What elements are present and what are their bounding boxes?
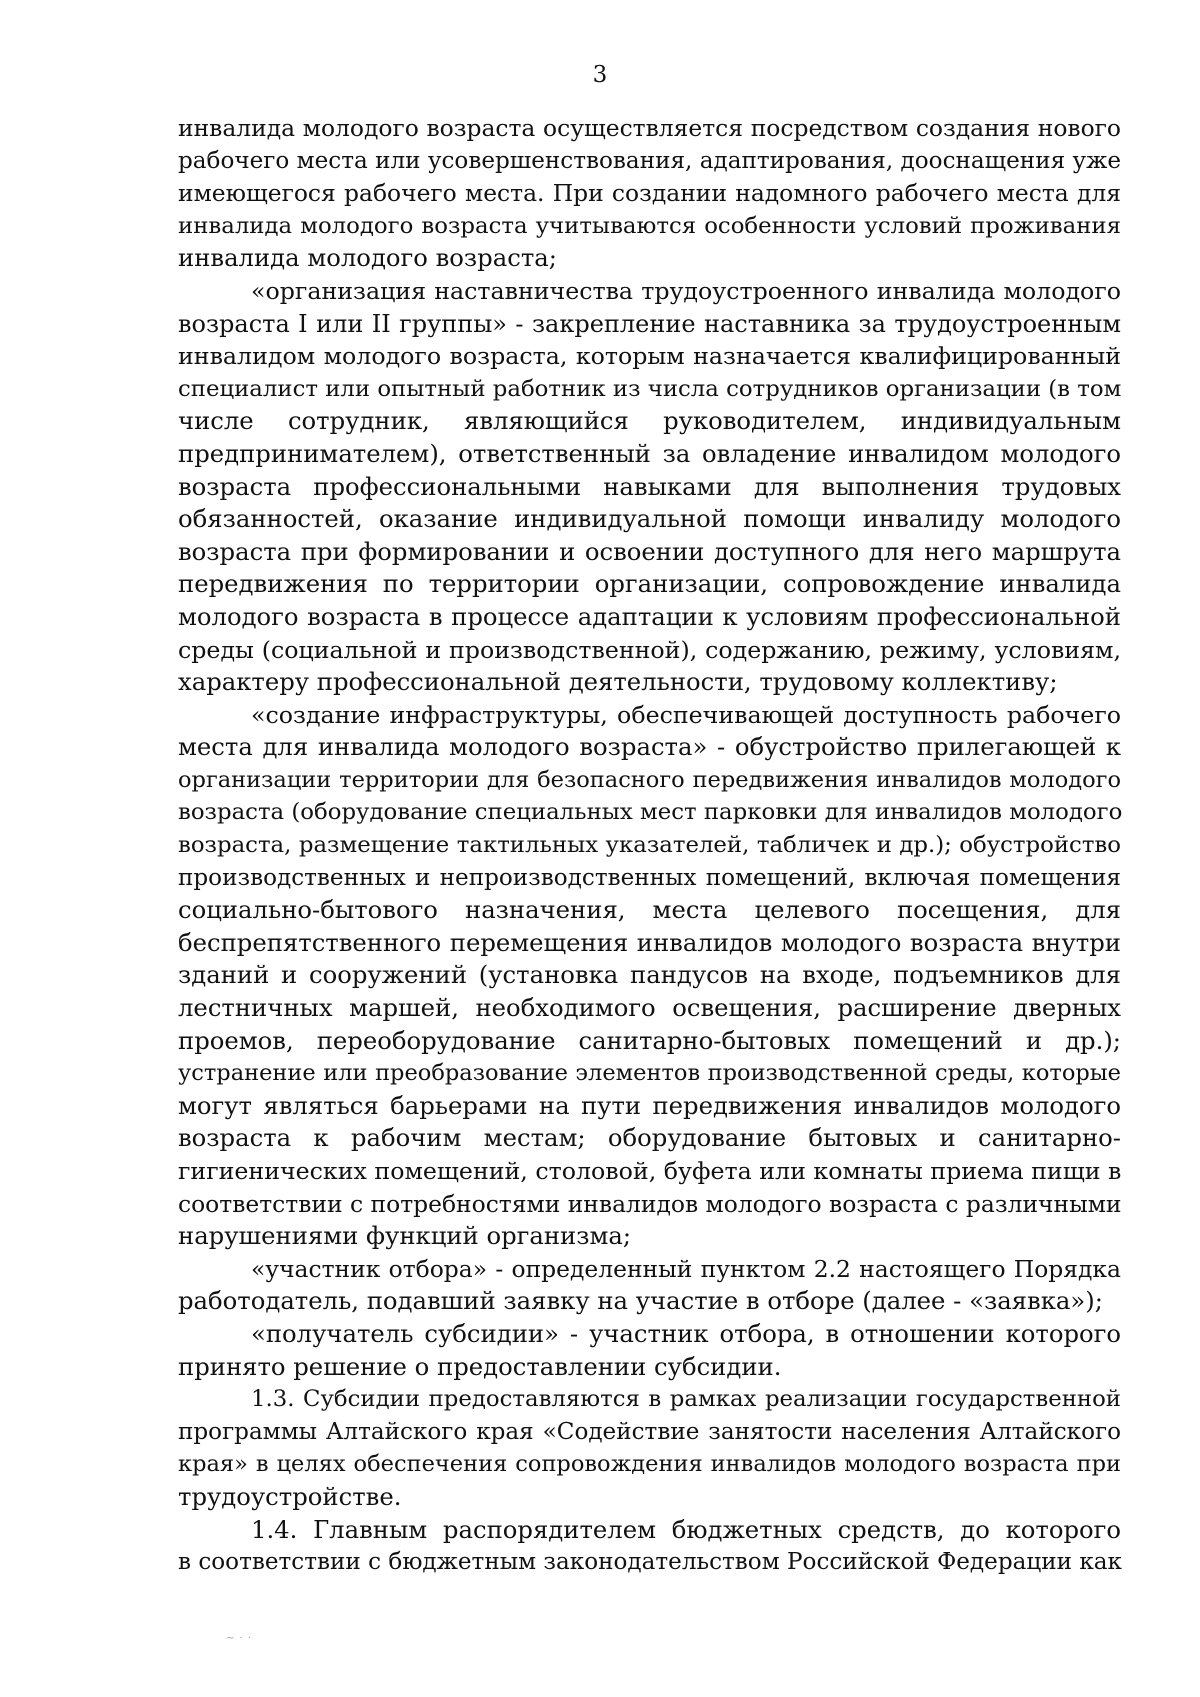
text-line: предпринимателем), ответственный за овладение инвалидом молодого [178, 438, 1121, 468]
text-line: возраста, размещение тактильных указателей, табличек и др.); обустройство [178, 832, 1121, 859]
text-line: числе сотрудник, являющийся руководителем, индивидуальным [178, 406, 1121, 436]
paragraph [178, 1253, 1121, 1318]
paragraph [178, 1318, 1121, 1383]
text-line: 1.3. Субсидии предоставляются в рамках реализации государственной [251, 1386, 1121, 1413]
text-line: зданий и сооружений (установка пандусов на входе, подъемников для [178, 960, 1121, 990]
text-line: возраста профессиональными навыками для выполнения трудовых [178, 471, 1121, 501]
text-line: имеющегося рабочего места. При создании надомного рабочего места для [178, 179, 1121, 208]
paragraph [178, 699, 1121, 1253]
paragraph [178, 275, 1121, 699]
text-line: специалист или опытный работник из числа сотрудников организации (в том [178, 375, 1122, 402]
text-line: инвалида молодого возраста осуществляется посредством создания нового [178, 114, 1121, 142]
text-line: молодого возраста в процессе адаптации к условиям профессиональной [178, 601, 1121, 631]
text-line: «организация наставничества трудоустроенного инвалида молодого [251, 276, 1121, 305]
text-line: возраста I или II группы» - закрепление наставника за трудоустроенным [178, 309, 1121, 338]
text-line: трудоустройстве. [178, 1481, 402, 1511]
text-line: возраста к рабочим местам; оборудование бытовых и санитарно- [178, 1123, 1121, 1153]
text-line: инвалида молодого возраста учитываются особенности условий проживания [178, 212, 1121, 239]
paragraph [178, 112, 1121, 275]
text-line: программы Алтайского края «Содействие занятости населения Алтайского [178, 1418, 1121, 1445]
text-line: обязанностей, оказание индивидуальной помощи инвалиду молодого [178, 504, 1121, 534]
text-line: «участник отбора» - определенный пунктом 2.2 настоящего Порядка [251, 1254, 1121, 1283]
text-line: производственных и непроизводственных помещений, включая помещения [178, 864, 1121, 891]
scan-artifact: ~ · · [226, 1636, 253, 1642]
paragraph [178, 1514, 1121, 1579]
paragraph [178, 1383, 1121, 1513]
text-line: 1.4. Главным распорядителем бюджетных средств, до которого [251, 1514, 1121, 1544]
text-line: «получатель субсидии» - участник отбора, в отношении которого [251, 1318, 1121, 1348]
text-line: организации территории для безопасного передвижения инвалидов молодого [178, 766, 1121, 793]
text-line: места для инвалида молодого возраста» - обустройство прилегающей к [178, 732, 1121, 762]
text-line: передвижения по территории организации, сопровождение инвалида [178, 569, 1121, 599]
text-line: среды (социальной и производственной), содержанию, режиму, условиям, [178, 635, 1121, 664]
text-line: в соответствии с бюджетным законодательством Российской Федерации как [178, 1549, 1122, 1576]
text-line: инвалида молодого возраста; [178, 243, 557, 273]
text-line: устранение или преобразование элементов производственной среды, которые [178, 1060, 1121, 1087]
text-line: нарушениями функций организма; [178, 1221, 632, 1251]
text-line: гигиенических помещений, столовой, буфета или комнаты приема пищи в [178, 1157, 1122, 1185]
text-line: возраста (оборудование специальных мест парковки для инвалидов молодого [178, 799, 1123, 826]
text-line: инвалидом молодого возраста, которым назначается квалифицированный [178, 342, 1121, 371]
text-line: характеру профессиональной деятельности, трудовому коллективу; [178, 667, 1058, 697]
text-line: проемов, переоборудование санитарно-бытовых помещений и др.); [178, 1025, 1121, 1055]
page-number: 3 [592, 62, 608, 88]
text-line: принято решение о предоставлении субсидии. [178, 1351, 782, 1381]
text-line: могут являться барьерами на пути передвижения инвалидов молодого [178, 1090, 1121, 1120]
text-line: соответствии с потребностями инвалидов молодого возраста с различными [178, 1189, 1122, 1218]
text-line: возраста при формировании и освоении доступного для него маршрута [178, 536, 1121, 566]
document-body [178, 112, 1121, 1579]
text-line: «создание инфраструктуры, обеспечивающей доступность рабочего [251, 700, 1121, 729]
text-line: края» в целях обеспечения сопровождения инвалидов молодого возраста при [178, 1451, 1121, 1478]
text-line: рабочего места или усовершенствования, адаптирования, дооснащения уже [178, 147, 1121, 174]
text-line: социально-бытового назначения, места целевого посещения, для [178, 895, 1121, 925]
text-line: лестничных маршей, необходимого освещения, расширение дверных [178, 993, 1121, 1023]
text-line: беспрепятственного перемещения инвалидов молодого возраста внутри [178, 927, 1121, 957]
text-line: работодатель, подавший заявку на участие в отборе (далее - «заявка»); [178, 1286, 1103, 1316]
